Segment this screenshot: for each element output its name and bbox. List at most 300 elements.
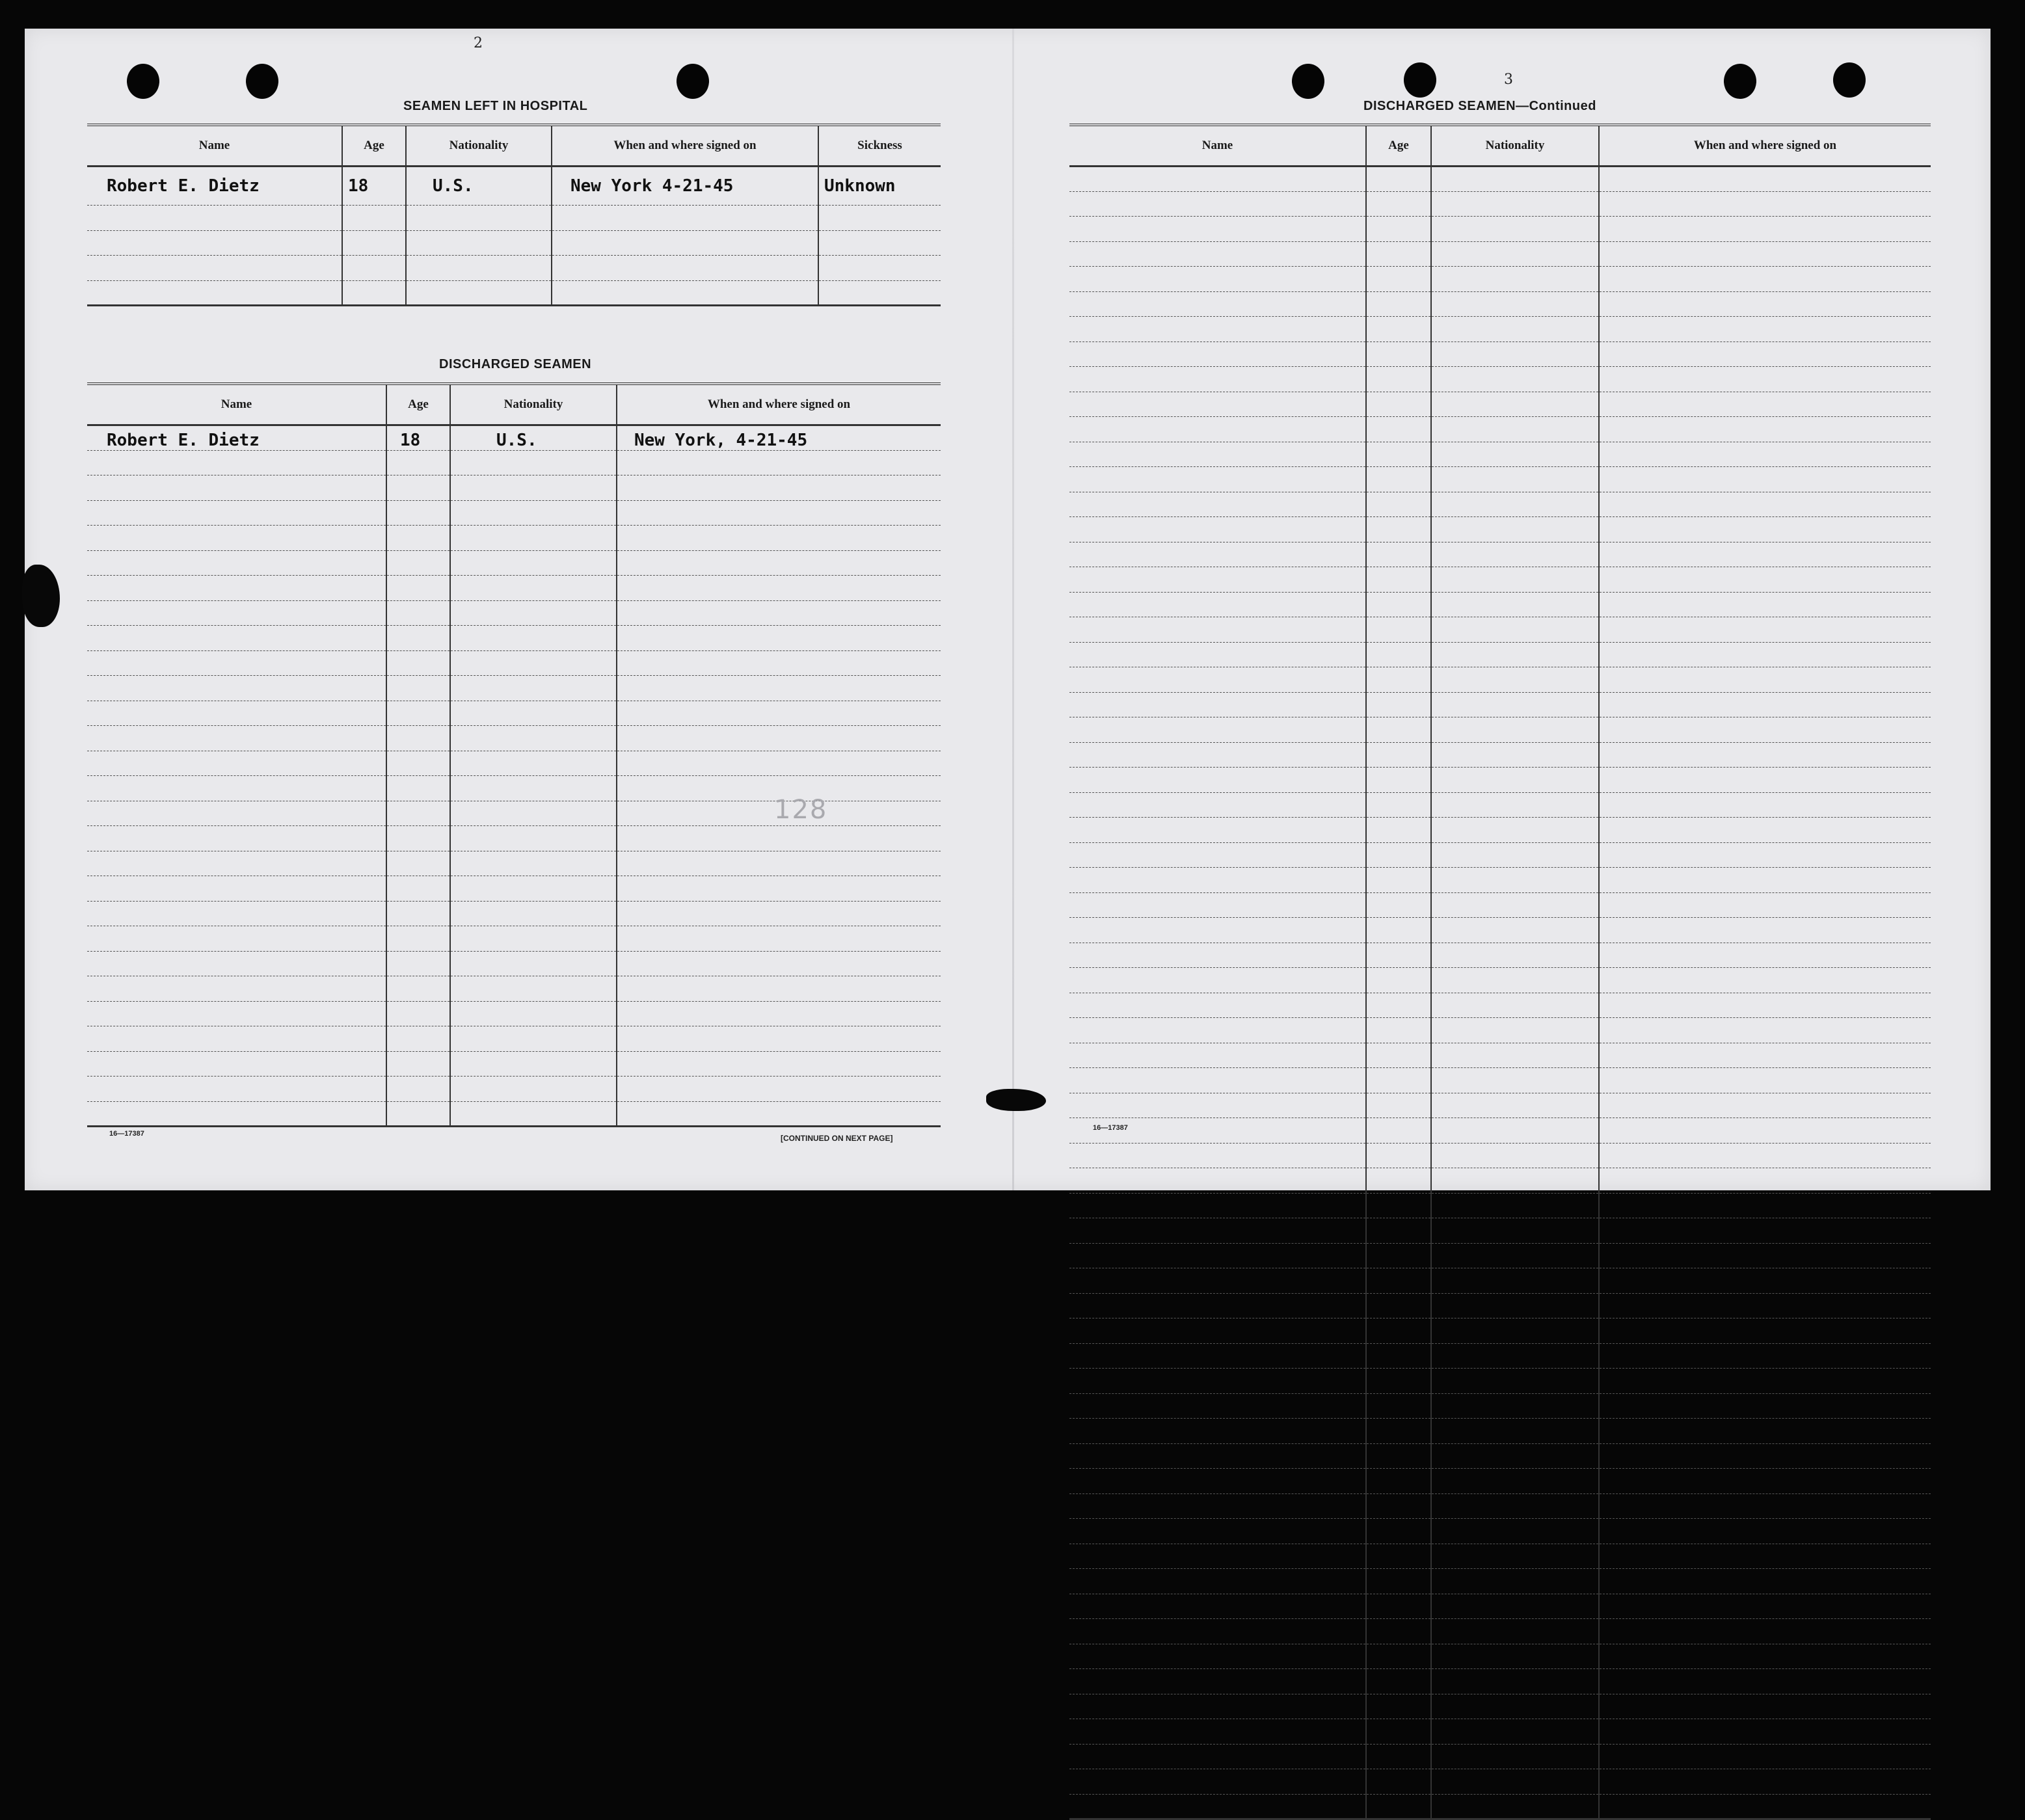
blank-cell <box>1069 1143 1366 1168</box>
blank-cell <box>1431 1594 1599 1619</box>
blank-cell <box>450 701 617 726</box>
col-header-nationality: Nationality <box>406 125 552 167</box>
blank-cell <box>617 600 941 626</box>
blank-cell <box>386 676 450 701</box>
blank-cell <box>1599 417 1931 442</box>
blank-cell <box>1366 1143 1431 1168</box>
table-row <box>87 976 941 1002</box>
blank-cell <box>1366 1669 1431 1694</box>
blank-cell <box>87 500 386 526</box>
table-row <box>1069 792 1931 818</box>
table-row <box>1069 317 1931 342</box>
table-row <box>1069 392 1931 417</box>
blank-cell <box>450 550 617 576</box>
table-row <box>87 701 941 726</box>
blank-cell <box>1069 191 1366 217</box>
blank-cell <box>1599 217 1931 242</box>
table-row <box>87 951 941 976</box>
blank-cell <box>617 901 941 926</box>
blank-cell <box>1431 692 1599 717</box>
table-row <box>1069 1118 1931 1144</box>
blank-cell <box>1431 1243 1599 1268</box>
blank-cell <box>1599 1544 1931 1569</box>
table-row <box>1069 1794 1931 1819</box>
table-row <box>87 256 941 281</box>
table-row <box>1069 267 1931 292</box>
blank-cell <box>1599 1694 1931 1719</box>
table-row <box>1069 1769 1931 1795</box>
blank-cell <box>1599 592 1931 617</box>
blank-cell <box>1069 1694 1366 1719</box>
table-row <box>87 425 941 451</box>
blank-cell <box>450 876 617 902</box>
blank-cell <box>386 851 450 876</box>
blank-cell <box>1069 742 1366 768</box>
blank-cell <box>1431 642 1599 667</box>
table-row <box>1069 667 1931 693</box>
table-row <box>1069 1544 1931 1569</box>
blank-cell <box>386 1077 450 1102</box>
table-row <box>1069 1744 1931 1769</box>
blank-cell <box>617 526 941 551</box>
blank-cell <box>1599 667 1931 693</box>
blank-cell <box>1069 1318 1366 1344</box>
table-row <box>1069 1143 1931 1168</box>
blank-cell <box>1069 467 1366 492</box>
table-row <box>87 626 941 651</box>
blank-cell <box>1366 442 1431 467</box>
blank-cell <box>386 500 450 526</box>
table-row <box>87 500 941 526</box>
blank-cell <box>1599 818 1931 843</box>
blank-cell <box>1069 617 1366 643</box>
blank-cell <box>1431 367 1599 392</box>
blank-cell <box>87 726 386 751</box>
blank-cell <box>1366 717 1431 743</box>
blank-cell <box>450 526 617 551</box>
blank-cell <box>1431 241 1599 267</box>
blank-cell <box>1366 392 1431 417</box>
blank-cell <box>1431 1393 1599 1419</box>
seaman-nationality: U.S. <box>406 167 552 206</box>
blank-cell <box>1366 768 1431 793</box>
blank-cell <box>1366 742 1431 768</box>
blank-cell <box>1431 993 1599 1018</box>
right-form-number: 16—17387 <box>1093 1124 1128 1132</box>
seaman-signed-on: New York 4-21-45 <box>552 167 818 206</box>
blank-cell <box>1366 892 1431 918</box>
blank-cell <box>1366 1469 1431 1494</box>
blank-cell <box>1069 818 1366 843</box>
blank-cell <box>450 600 617 626</box>
table-row <box>1069 717 1931 743</box>
blank-cell <box>386 1001 450 1026</box>
table-row <box>1069 1068 1931 1093</box>
blank-cell <box>1069 542 1366 567</box>
blank-cell <box>1599 1018 1931 1043</box>
blank-cell <box>1599 968 1931 993</box>
blank-cell <box>1069 592 1366 617</box>
blank-cell <box>1069 1218 1366 1244</box>
blank-cell <box>1599 642 1931 667</box>
blank-cell <box>1366 417 1431 442</box>
blank-cell <box>1431 1268 1599 1294</box>
blank-cell <box>1069 1644 1366 1669</box>
blank-cell <box>1069 692 1366 717</box>
blank-cell <box>1431 1193 1599 1218</box>
punch-hole <box>127 64 159 99</box>
table-row <box>1069 1594 1931 1619</box>
blank-cell <box>386 826 450 851</box>
blank-cell <box>1069 1544 1366 1569</box>
ink-blot <box>986 1089 1046 1111</box>
blank-cell <box>386 751 450 776</box>
blank-cell <box>450 901 617 926</box>
blank-cell <box>617 926 941 952</box>
page-fold <box>1012 29 1014 1190</box>
blank-cell <box>1599 317 1931 342</box>
blank-cell <box>87 776 386 801</box>
blank-cell <box>1069 943 1366 968</box>
blank-cell <box>450 726 617 751</box>
table-row <box>87 1026 941 1052</box>
blank-cell <box>1599 1644 1931 1669</box>
blank-cell <box>1431 1443 1599 1469</box>
table-row <box>87 206 941 231</box>
blank-cell <box>1366 167 1431 192</box>
discharged-header-row <box>87 384 941 425</box>
blank-cell <box>386 976 450 1002</box>
blank-cell <box>1431 617 1599 643</box>
blank-cell <box>1366 1419 1431 1444</box>
table-row <box>1069 1569 1931 1594</box>
col-header-age: Age <box>342 125 406 167</box>
blank-cell <box>450 500 617 526</box>
blank-cell <box>1599 1243 1931 1268</box>
blank-cell <box>1366 517 1431 542</box>
blank-cell <box>1431 868 1599 893</box>
blank-cell <box>450 976 617 1002</box>
blank-cell <box>1599 993 1931 1018</box>
blank-cell <box>1431 842 1599 868</box>
blank-cell <box>87 976 386 1002</box>
blank-cell <box>450 1101 617 1127</box>
table-row <box>87 851 941 876</box>
table-row <box>87 876 941 902</box>
blank-cell <box>617 726 941 751</box>
table-row <box>87 1101 941 1127</box>
table-row <box>87 1051 941 1077</box>
blank-cell <box>1366 592 1431 617</box>
blank-cell <box>1431 317 1599 342</box>
blank-cell <box>386 626 450 651</box>
blank-cell <box>1431 217 1599 242</box>
blank-cell <box>1599 1719 1931 1745</box>
blank-cell <box>1599 1619 1931 1644</box>
seaman-sickness: Unknown <box>818 167 941 206</box>
blank-cell <box>1431 392 1599 417</box>
seaman-name: Robert E. Dietz <box>87 167 342 206</box>
blank-cell <box>87 450 386 475</box>
table-row <box>1069 943 1931 968</box>
blank-cell <box>87 676 386 701</box>
table-row <box>1069 868 1931 893</box>
col-header-signed-on: When and where signed on <box>1599 125 1931 167</box>
table-row <box>87 901 941 926</box>
blank-cell <box>1431 1544 1599 1569</box>
table-row <box>1069 1168 1931 1194</box>
blank-cell <box>617 500 941 526</box>
blank-cell <box>1431 667 1599 693</box>
blank-cell <box>617 851 941 876</box>
blank-cell <box>1599 1769 1931 1795</box>
table-row <box>87 280 941 306</box>
blank-cell <box>450 676 617 701</box>
table-row <box>1069 367 1931 392</box>
blank-cell <box>1366 1594 1431 1619</box>
blank-cell <box>617 1051 941 1077</box>
blank-cell <box>1069 291 1366 317</box>
blank-cell <box>450 1077 617 1102</box>
faint-stamp: 128 <box>774 795 828 825</box>
blank-cell <box>1069 717 1366 743</box>
blank-cell <box>1069 1293 1366 1318</box>
blank-cell <box>1069 167 1366 192</box>
blank-cell <box>1431 792 1599 818</box>
table-row <box>1069 1369 1931 1394</box>
table-row <box>1069 1493 1931 1519</box>
blank-cell <box>1431 1769 1599 1795</box>
blank-cell <box>617 1077 941 1102</box>
blank-cell <box>1366 1218 1431 1244</box>
blank-cell <box>1431 167 1599 192</box>
table-row <box>1069 1093 1931 1118</box>
blank-cell <box>617 576 941 601</box>
blank-cell <box>1431 1068 1599 1093</box>
blank-cell <box>1366 1268 1431 1294</box>
blank-cell <box>1599 1469 1931 1494</box>
blank-cell <box>1069 267 1366 292</box>
blank-cell <box>1366 1769 1431 1795</box>
blank-cell <box>1431 1018 1599 1043</box>
blank-cell <box>1069 1594 1366 1619</box>
blank-cell <box>1599 1369 1931 1394</box>
table-row <box>1069 617 1931 643</box>
blank-cell <box>1599 1143 1931 1168</box>
blank-cell <box>1069 1168 1366 1194</box>
blank-cell <box>1599 717 1931 743</box>
blank-cell <box>1431 542 1599 567</box>
blank-cell <box>386 1026 450 1052</box>
blank-cell <box>1599 1443 1931 1469</box>
blank-cell <box>1599 191 1931 217</box>
blank-cell <box>386 726 450 751</box>
blank-cell <box>386 901 450 926</box>
table-row <box>1069 642 1931 667</box>
table-row <box>1069 417 1931 442</box>
right-discharged-table <box>1069 124 1931 1820</box>
blank-cell <box>1366 291 1431 317</box>
blank-cell <box>1366 1243 1431 1268</box>
blank-cell <box>1069 1419 1366 1444</box>
table-row <box>1069 1293 1931 1318</box>
blank-cell <box>1599 1343 1931 1369</box>
blank-cell <box>1366 1369 1431 1394</box>
blank-cell <box>1599 267 1931 292</box>
discharged-table <box>87 382 941 1127</box>
blank-cell <box>1431 1318 1599 1344</box>
blank-cell <box>617 626 941 651</box>
blank-cell <box>1366 1068 1431 1093</box>
blank-cell <box>386 526 450 551</box>
blank-cell <box>1069 217 1366 242</box>
blank-cell <box>1431 517 1599 542</box>
blank-cell <box>386 650 450 676</box>
blank-cell <box>1599 1669 1931 1694</box>
blank-cell <box>1599 1118 1931 1144</box>
blank-cell <box>87 926 386 952</box>
blank-cell <box>1599 1293 1931 1318</box>
blank-cell <box>87 876 386 902</box>
blank-cell <box>87 951 386 976</box>
blank-cell <box>1069 842 1366 868</box>
blank-cell <box>87 851 386 876</box>
table-row <box>1069 1318 1931 1344</box>
blank-cell <box>1069 417 1366 442</box>
blank-cell <box>1069 1369 1366 1394</box>
hospital-section-title: SEAMEN LEFT IN HOSPITAL <box>403 99 588 113</box>
blank-cell <box>1431 717 1599 743</box>
blank-cell <box>1431 1493 1599 1519</box>
blank-cell <box>1431 1794 1599 1819</box>
blank-cell <box>386 876 450 902</box>
blank-cell <box>1069 1068 1366 1093</box>
blank-cell <box>1069 1493 1366 1519</box>
table-row <box>1069 1343 1931 1369</box>
blank-cell <box>1069 1469 1366 1494</box>
blank-cell <box>1599 1493 1931 1519</box>
blank-cell <box>1069 1669 1366 1694</box>
blank-cell <box>87 826 386 851</box>
blank-cell <box>1431 492 1599 517</box>
table-row <box>1069 918 1931 943</box>
blank-cell <box>386 1051 450 1077</box>
table-row <box>87 650 941 676</box>
blank-cell <box>1069 241 1366 267</box>
punch-hole <box>677 64 709 99</box>
blank-cell <box>617 976 941 1002</box>
blank-cell <box>450 1051 617 1077</box>
punch-hole <box>246 64 278 99</box>
col-header-signed-on: When and where signed on <box>617 384 941 425</box>
table-row <box>1069 191 1931 217</box>
blank-cell <box>87 650 386 676</box>
table-row <box>1069 167 1931 192</box>
blank-cell <box>1431 918 1599 943</box>
blank-cell <box>1366 818 1431 843</box>
left-page-number: 2 <box>474 35 483 51</box>
table-row <box>1069 592 1931 617</box>
blank-cell <box>1431 267 1599 292</box>
right-section-title: DISCHARGED SEAMEN—Continued <box>1363 99 1596 113</box>
seaman-signed-on: New York, 4-21-45 <box>617 425 941 451</box>
blank-cell <box>450 926 617 952</box>
blank-cell <box>1366 542 1431 567</box>
blank-cell <box>1366 1719 1431 1745</box>
table-row <box>1069 567 1931 593</box>
blank-cell <box>1599 1043 1931 1068</box>
blank-cell <box>1069 918 1366 943</box>
col-header-age: Age <box>1366 125 1431 167</box>
blank-cell <box>1431 191 1599 217</box>
blank-cell <box>1599 241 1931 267</box>
blank-cell <box>617 1026 941 1052</box>
table-row <box>1069 1694 1931 1719</box>
table-row <box>1069 291 1931 317</box>
blank-cell <box>1366 467 1431 492</box>
table-row <box>1069 467 1931 492</box>
blank-cell <box>87 801 386 826</box>
blank-cell <box>1069 1268 1366 1294</box>
blank-cell <box>1599 1519 1931 1544</box>
blank-cell <box>1431 567 1599 593</box>
blank-cell <box>1599 1168 1931 1194</box>
blank-cell <box>1069 1619 1366 1644</box>
blank-cell <box>1431 1744 1599 1769</box>
blank-cell <box>1431 442 1599 467</box>
table-row <box>1069 517 1931 542</box>
table-row <box>1069 768 1931 793</box>
blank-cell <box>450 826 617 851</box>
blank-cell <box>386 475 450 501</box>
blank-cell <box>1431 1519 1599 1544</box>
hospital-header-row <box>87 125 941 167</box>
table-row <box>87 550 941 576</box>
table-row <box>87 600 941 626</box>
table-row <box>1069 1043 1931 1068</box>
blank-cell <box>386 801 450 826</box>
table-row <box>1069 1218 1931 1244</box>
blank-cell <box>1431 968 1599 993</box>
blank-cell <box>1069 367 1366 392</box>
table-row <box>87 826 941 851</box>
table-row <box>1069 692 1931 717</box>
blank-cell <box>1366 692 1431 717</box>
blank-cell <box>1366 1619 1431 1644</box>
blank-cell <box>1366 1644 1431 1669</box>
blank-cell <box>1069 567 1366 593</box>
blank-cell <box>1599 1068 1931 1093</box>
blank-cell <box>617 676 941 701</box>
blank-cell <box>1599 768 1931 793</box>
table-row <box>87 576 941 601</box>
blank-cell <box>617 751 941 776</box>
blank-cell <box>1366 1544 1431 1569</box>
blank-cell <box>450 851 617 876</box>
seaman-age: 18 <box>342 167 406 206</box>
blank-cell <box>1599 542 1931 567</box>
left-form-number: 16—17387 <box>109 1130 144 1138</box>
table-row <box>1069 1719 1931 1745</box>
col-header-name: Name <box>87 125 342 167</box>
blank-cell <box>617 826 941 851</box>
right-page-number: 3 <box>1504 72 1513 88</box>
blank-cell <box>1366 667 1431 693</box>
blank-cell <box>1069 1719 1366 1745</box>
blank-cell <box>617 876 941 902</box>
blank-cell <box>1599 892 1931 918</box>
blank-cell <box>1431 417 1599 442</box>
